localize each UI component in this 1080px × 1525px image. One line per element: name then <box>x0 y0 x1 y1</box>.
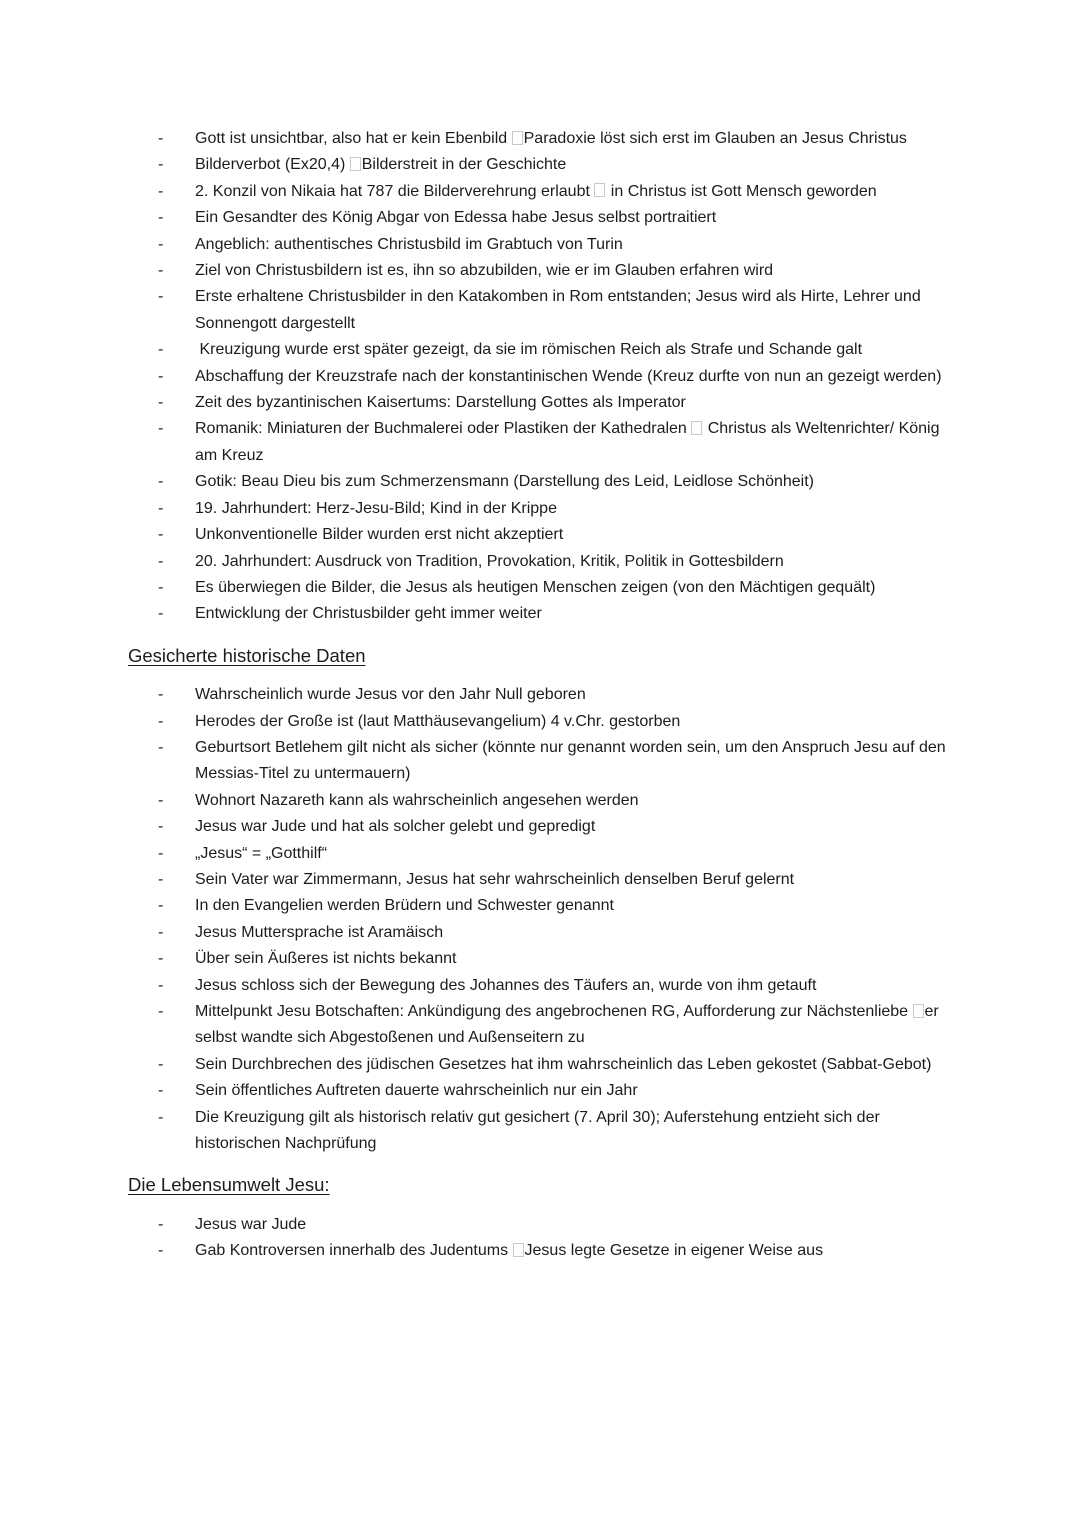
bullet-marker: - <box>158 156 164 174</box>
bullet-text: Es überwiegen die Bilder, die Jesus als heutigen Menschen zeigen (von den Mächtigen gequält) <box>195 578 876 596</box>
list-item <box>128 1105 956 1158</box>
bullet-marker: - <box>158 738 164 756</box>
list-item <box>128 522 956 548</box>
missing-glyph-box-icon <box>691 421 702 435</box>
list-item <box>128 390 956 416</box>
list-item <box>128 946 956 972</box>
list-item <box>128 575 956 601</box>
list-item <box>128 152 956 178</box>
missing-glyph-box-icon <box>350 157 361 171</box>
list-item <box>128 364 956 390</box>
bullet-marker: - <box>158 897 164 915</box>
list-item <box>128 735 956 788</box>
bullet-marker: - <box>158 1215 164 1233</box>
bullet-marker: - <box>158 209 164 227</box>
bullet-text: Sein Durchbrechen des jüdischen Gesetzes hat ihm wahrscheinlich das Leben gekostet (Sabbat-Gebot) <box>195 1055 932 1073</box>
bullet-marker: - <box>158 420 164 438</box>
bullet-marker: - <box>158 367 164 385</box>
list-item <box>128 179 956 205</box>
bullet-marker: - <box>158 844 164 862</box>
list-item <box>128 469 956 495</box>
bullet-marker: - <box>158 923 164 941</box>
bullet-text: Jesus war Jude und hat als solcher gelebt und gepredigt <box>195 818 596 836</box>
list-item <box>128 920 956 946</box>
list-item <box>128 549 956 575</box>
bullet-marker: - <box>158 499 164 517</box>
bullet-marker: - <box>158 1082 164 1100</box>
bullet-marker: - <box>158 686 164 704</box>
list-item <box>128 337 956 363</box>
missing-glyph-box-icon <box>913 1004 924 1018</box>
bullet-marker: - <box>158 235 164 253</box>
bullet-marker: - <box>158 818 164 836</box>
bullet-text: Erste erhaltene Christusbilder in den Katakomben in Rom entstanden; Jesus wird als Hirte, Lehrer und Sonnengott dargestellt <box>195 288 926 332</box>
bullet-text: Gotik: Beau Dieu bis zum Schmerzensmann (Darstellung des Leid, Leidlose Schönheit) <box>195 473 814 491</box>
bullet-marker: - <box>158 526 164 544</box>
bullet-text: Herodes der Große ist (laut Matthäusevangelium) 4 v.Chr. gestorben <box>195 712 681 730</box>
bullet-marker: - <box>158 130 164 147</box>
bullet-text: Jesus Muttersprache ist Aramäisch <box>195 923 444 941</box>
bullet-marker: - <box>158 552 164 570</box>
bullet-marker: - <box>158 1242 164 1260</box>
missing-glyph-box-icon <box>512 131 523 145</box>
missing-glyph-box-icon <box>594 183 605 197</box>
bullet-text: „Jesus“ = „Gotthilf“ <box>195 844 328 862</box>
list-item <box>128 1238 956 1264</box>
list-item <box>128 416 956 469</box>
bullet-text: Die Kreuzigung gilt als historisch relativ gut gesichert (7. April 30); Auferstehung entzieht sich der historischen Nachprüfung <box>195 1108 885 1153</box>
bullet-text: Jesus war Jude <box>195 1215 307 1233</box>
section-heading: Gesicherte historische Daten <box>128 644 366 666</box>
bullet-text: Angeblich: authentisches Christusbild im Grabtuch von Turin <box>195 235 623 253</box>
bullet-text: Ziel von Christusbildern ist es, ihn so abzubilden, wie er im Glauben erfahren wird <box>195 262 774 280</box>
list-item <box>128 1212 956 1238</box>
bullet-marker: - <box>158 870 164 888</box>
bullet-marker: - <box>158 1108 164 1126</box>
bullet-marker: - <box>158 182 164 200</box>
bullet-text: Bilderverbot (Ex20,4) Bilderstreit in der Geschichte <box>195 156 567 174</box>
bullet-list <box>128 1212 956 1265</box>
bullet-text: Entwicklung der Christusbilder geht immer weiter <box>195 605 542 623</box>
bullet-text: Sein öffentliches Auftreten dauerte wahrscheinlich nur ein Jahr <box>195 1082 638 1100</box>
bullet-text: Wohnort Nazareth kann als wahrscheinlich angesehen werden <box>195 791 639 809</box>
list-item <box>128 841 956 867</box>
bullet-marker: - <box>158 288 164 306</box>
bullet-marker: - <box>158 578 164 596</box>
list-item <box>128 814 956 840</box>
list-item <box>128 973 956 999</box>
list-item <box>128 496 956 522</box>
list-item <box>128 709 956 735</box>
bullet-text: Gab Kontroversen innerhalb des Judentums Jesus legte Gesetze in eigener Weise aus <box>195 1242 824 1260</box>
missing-glyph-box-icon <box>513 1243 524 1257</box>
list-item <box>128 867 956 893</box>
list-item <box>128 682 956 708</box>
document-content <box>128 126 956 1265</box>
list-item <box>128 1052 956 1078</box>
list-item <box>128 284 956 337</box>
list-item <box>128 788 956 814</box>
bullet-marker: - <box>158 394 164 412</box>
bullet-text: In den Evangelien werden Brüdern und Schwester genannt <box>195 897 614 915</box>
list-item <box>128 258 956 284</box>
bullet-text: 19. Jahrhundert: Herz-Jesu-Bild; Kind in der Krippe <box>195 499 557 517</box>
list-item <box>128 1078 956 1104</box>
bullet-text: Sein Vater war Zimmermann, Jesus hat sehr wahrscheinlich denselben Beruf gelernt <box>195 870 795 888</box>
list-item <box>128 893 956 919</box>
bullet-text: Geburtsort Betlehem gilt nicht als sicher (könnte nur genannt worden sein, um den Anspruch Jesu auf den Messias-Titel zu untermauern) <box>195 738 951 783</box>
bullet-text: 2. Konzil von Nikaia hat 787 die Bilderverehrung erlaubt in Christus ist Gott Mensch geworden <box>195 182 877 200</box>
list-item <box>128 126 956 152</box>
list-item <box>128 601 956 627</box>
bullet-text: Kreuzigung wurde erst später gezeigt, da sie im römischen Reich als Strafe und Schande galt <box>195 341 863 359</box>
bullet-text: Ein Gesandter des König Abgar von Edessa habe Jesus selbst portraitiert <box>195 209 717 227</box>
section-heading: Die Lebensumwelt Jesu: <box>128 1174 330 1196</box>
bullet-marker: - <box>158 976 164 994</box>
bullet-marker: - <box>158 791 164 809</box>
bullet-list <box>128 682 956 1157</box>
bullet-text: Über sein Äußeres ist nichts bekannt <box>195 950 457 968</box>
bullet-marker: - <box>158 950 164 968</box>
bullet-text: Gott ist unsichtbar, also hat er kein Ebenbild Paradoxie löst sich erst im Glauben an Jesus Christus <box>195 130 907 147</box>
bullet-text: Abschaffung der Kreuzstrafe nach der konstantinischen Wende (Kreuz durfte von nun an gezeigt werden) <box>195 367 942 385</box>
bullet-text: Romanik: Miniaturen der Buchmalerei oder Plastiken der Kathedralen Christus als Weltenrichter/ König am Kreuz <box>195 420 944 464</box>
bullet-text: Mittelpunkt Jesu Botschaften: Ankündigung des angebrochenen RG, Aufforderung zur Nächstenliebe er selbst wandte sich Abgestoßenen und Außenseitern zu <box>195 1003 944 1047</box>
bullet-marker: - <box>158 712 164 730</box>
bullet-marker: - <box>158 341 164 359</box>
bullet-marker: - <box>158 1055 164 1073</box>
bullet-text: Wahrscheinlich wurde Jesus vor den Jahr Null geboren <box>195 686 586 704</box>
bullet-text: 20. Jahrhundert: Ausdruck von Tradition, Provokation, Kritik, Politik in Gottesbildern <box>195 552 784 570</box>
bullet-text: Unkonventionelle Bilder wurden erst nicht akzeptiert <box>195 526 564 544</box>
list-item <box>128 232 956 258</box>
bullet-text: Jesus schloss sich der Bewegung des Johannes des Täufers an, wurde von ihm getauft <box>195 976 817 994</box>
bullet-marker: - <box>158 473 164 491</box>
bullet-marker: - <box>158 262 164 280</box>
list-item <box>128 205 956 231</box>
bullet-marker: - <box>158 1003 164 1020</box>
bullet-list <box>128 126 956 628</box>
bullet-marker: - <box>158 605 164 623</box>
list-item <box>128 999 956 1052</box>
bullet-text: Zeit des byzantinischen Kaisertums: Darstellung Gottes als Imperator <box>195 394 686 412</box>
